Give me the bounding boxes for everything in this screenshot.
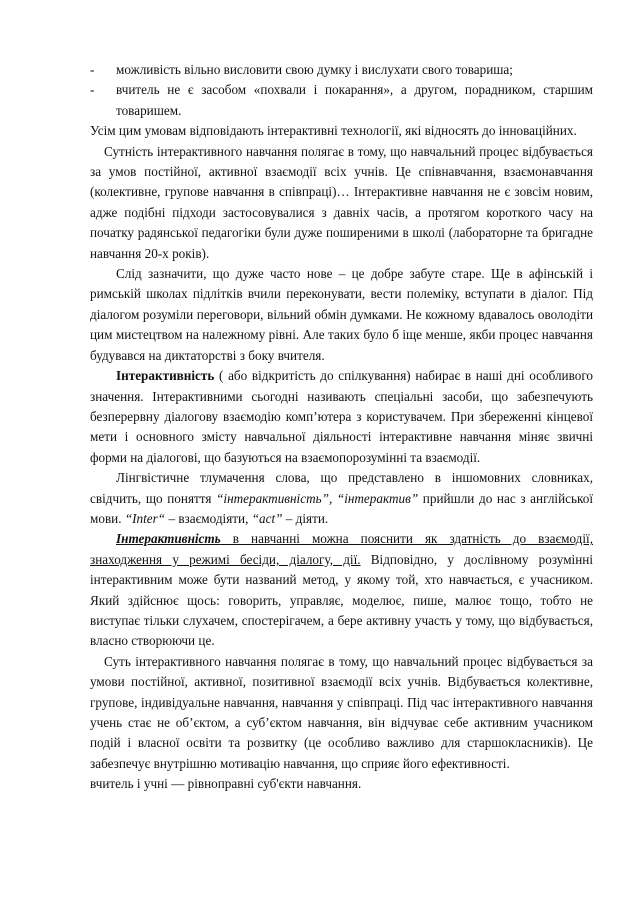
paragraph-1: Усім цим умовам відповідають інтерактивні технології, які відносять до інноваційних. (90, 123, 577, 139)
bullet-mark: - (90, 62, 95, 77)
paragraph-6 (90, 529, 593, 651)
paragraph-6-underlined: в навчанні можна пояснити як здатність до взаємодії, знаходження у режимі бесіди, діалогу, дії. (90, 531, 593, 567)
paragraph-6-text: Відповідно, у дослівному розумінні інтерактивним може бути названий метод, у якому той, хто навчається, є учасником. Який здійснює щось: говорить, управляє, моделює, пише, малює тощо, тобто не виступає тільки слухачем, спостерігачем, а бере активну участь у тому, що відбувається, власно створюючи це. (90, 551, 594, 649)
paragraph-8: вчитель і учні — рівноправні суб'єкти навчання. (90, 776, 362, 792)
paragraph-5-part-b: прийшли до нас з англійської мови. (90, 490, 593, 526)
quote-inter: “Inter“ (124, 510, 166, 526)
paragraph-5-part-c: – взаємодіяти, (165, 510, 252, 526)
paragraph-4-text: ( або відкритість до спілкування) набирає в наші дні особливого значення. Інтерактивними сьогодні називають спеціальні засоби, що забезпечують безперервну діалогову взаємодію комп’ютера з користувачем. При збереженні кінцевої мети і основного змісту навчальної діяльності інтерактивне навчання міняє звичні форми на діалогові, що базуються на взаємопорозумінні та взаємодії. (90, 368, 593, 465)
paragraph-2: Сутність інтерактивного навчання полягає в тому, що навчальний процес відбувається за умов постійної, активної взаємодії всіх учнів. Це співнавчання, взаємонавчання (колективне, групове навчання в співпраці)… Інтерактивне навчання не є зовсім новим, адже подібні підходи застосовувалися з давніх часів, а протягом короткого часу на початку радянської педагогіки були дуже поширеними в школі (лабораторне та бригадне навчання 20-х років). (90, 143, 593, 261)
bullet-item-1 (90, 60, 593, 80)
bullet-text: можливість вільно висловити свою думку і вислухати свого товариша; (116, 62, 513, 77)
paragraph-5-part-a: Лінгвістичне тлумачення слова, що представлено в іншомовних словниках, свідчить, що поняття (90, 470, 593, 506)
quote-terms: “інтерактивність”, “інтерактив” (216, 490, 419, 506)
document-page (90, 60, 593, 795)
paragraph-4 (90, 366, 593, 468)
paragraph-3: Слід зазначити, що дуже часто нове – це добре забуте старе. Ще в афінській і римській школах підлітків вчили переконувати, вести полеміку, вступати в діалог. Під діалогом розуміли переговори, вільний обмін думками. Не кожному вдавалось оволодіти цим мистецтвом на належному рівні. Але таких було б іще менше, якби процес навчання будувався на диктаторстві з боку вчителя. (90, 266, 593, 363)
bullet-text: вчитель не є засобом «похвали і покарання», а другом, порадником, старшим товаришем. (116, 82, 593, 118)
paragraph-7: Суть інтерактивного навчання полягає в тому, що навчальний процес відбувається за умови постійної, активної, позитивної взаємодії всіх учнів. Відбувається колективне, групове, індивідуальне навчання, навчання у співпраці. Під час інтерактивного навчання учень стає не об’єктом, а суб’єктом навчання, він відчуває себе активним учасником подій і власної освіти та розвитку (це особливо важливо для старшокласників). Це забезпечує внутрішню мотивацію навчання, що сприяє його ефективності. (90, 653, 593, 771)
paragraph-5 (90, 468, 593, 529)
term-interactivity: Інтерактивність (116, 368, 215, 384)
bullet-item-2 (90, 80, 593, 121)
paragraph-5-part-d: – діяти. (282, 510, 329, 526)
bullet-mark: - (90, 82, 95, 98)
term-interactivity-2: Інтерактивність (116, 531, 221, 547)
quote-act: “act” (251, 510, 283, 526)
